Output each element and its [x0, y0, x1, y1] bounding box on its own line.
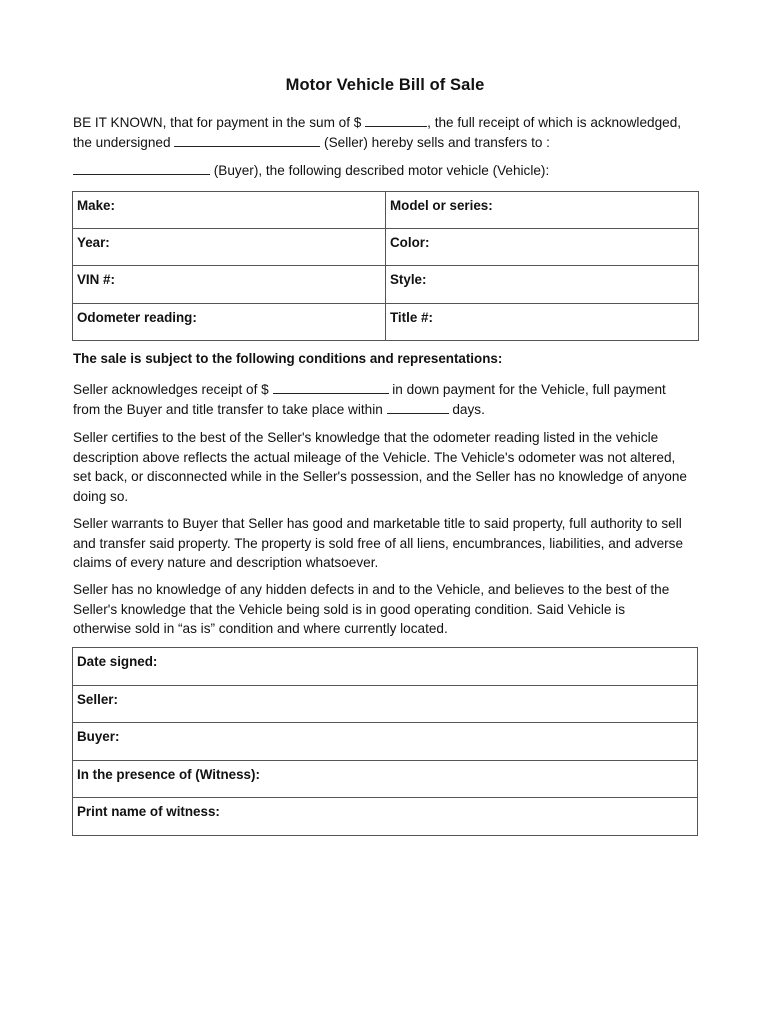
intro-paragraph	[73, 113, 713, 152]
paragraph-line: description above reflects the actual mileage of the Vehicle. The Vehicle's odometer was not altered,	[73, 449, 676, 465]
seller-signature-field[interactable]: Seller:	[73, 685, 698, 723]
vin-field[interactable]: VIN #:	[73, 266, 386, 303]
date-signed-field[interactable]: Date signed:	[73, 648, 698, 686]
paragraph-text: days.	[448, 401, 485, 417]
document-title: Motor Vehicle Bill of Sale	[285, 76, 485, 94]
paragraph-line: doing so.	[73, 488, 129, 504]
intro-text: (Seller) hereby sells and transfers to :	[320, 134, 550, 150]
style-field[interactable]: Style:	[386, 266, 699, 303]
table-row	[73, 229, 699, 266]
table-row	[73, 760, 698, 798]
vehicle-details-table	[72, 191, 699, 341]
witness-signature-field[interactable]: In the presence of (Witness):	[73, 760, 698, 798]
signature-table	[72, 647, 698, 836]
transfer-days-blank[interactable]	[387, 401, 449, 414]
model-field[interactable]: Model or series:	[386, 192, 699, 229]
paragraph-line: and transfer said property. The property is sold free of all liens, encumbrances, liabilities, and adverse	[73, 535, 684, 551]
make-field[interactable]: Make:	[73, 192, 386, 229]
odometer-field[interactable]: Odometer reading:	[73, 303, 386, 340]
witness-name-field[interactable]: Print name of witness:	[73, 798, 698, 836]
payment-sum-blank[interactable]	[365, 114, 427, 127]
table-row	[73, 648, 698, 686]
color-field[interactable]: Color:	[386, 229, 699, 266]
paragraph-line: claims of every nature and description whatsoever.	[73, 555, 379, 570]
paragraph-line: Seller certifies to the best of the Seller's knowledge that the odometer reading listed in the vehicle	[73, 430, 659, 445]
down-payment-blank[interactable]	[273, 381, 389, 394]
seller-name-blank[interactable]	[174, 134, 320, 147]
table-row	[73, 798, 698, 836]
year-field[interactable]: Year:	[73, 229, 386, 266]
defects-paragraph	[73, 580, 713, 639]
title-warranty-paragraph	[73, 514, 713, 573]
title-number-field[interactable]: Title #:	[386, 303, 699, 340]
intro-text: , the full receipt of which is acknowledged,	[427, 115, 682, 130]
buyer-name-blank[interactable]	[73, 162, 210, 175]
paragraph-text: from the Buyer and title transfer to take place within	[73, 401, 387, 417]
paragraph-line: Seller warrants to Buyer that Seller has good and marketable title to said property, full authority to sell	[73, 516, 682, 531]
intro-text: BE IT KNOWN, that for payment in the sum of $	[73, 115, 366, 130]
table-row	[73, 685, 698, 723]
table-row	[73, 266, 699, 303]
table-row	[73, 723, 698, 761]
paragraph-text: in down payment for the Vehicle, full payment	[388, 382, 666, 397]
paragraph-line: set back, or disconnected while in the Seller's possession, and the Seller has no knowledge of anyone	[73, 469, 687, 484]
conditions-heading: The sale is subject to the following conditions and representations:	[73, 351, 503, 366]
table-row	[73, 192, 699, 229]
paragraph-line: Seller's knowledge that the Vehicle being sold is in good operating condition. Said Vehicle is	[73, 601, 625, 617]
buyer-line	[73, 161, 713, 181]
intro-text: the undersigned	[73, 134, 175, 150]
paragraph-line: Seller has no knowledge of any hidden defects in and to the Vehicle, and believes to the best of the	[73, 582, 670, 597]
down-payment-paragraph	[73, 380, 713, 419]
paragraph-text: Seller acknowledges receipt of $	[73, 382, 273, 397]
paragraph-line: otherwise sold in “as is” condition and where currently located.	[73, 621, 448, 636]
table-row	[73, 303, 699, 340]
intro-text: (Buyer), the following described motor vehicle (Vehicle):	[210, 163, 550, 178]
buyer-signature-field[interactable]: Buyer:	[73, 723, 698, 761]
odometer-paragraph	[73, 428, 713, 506]
